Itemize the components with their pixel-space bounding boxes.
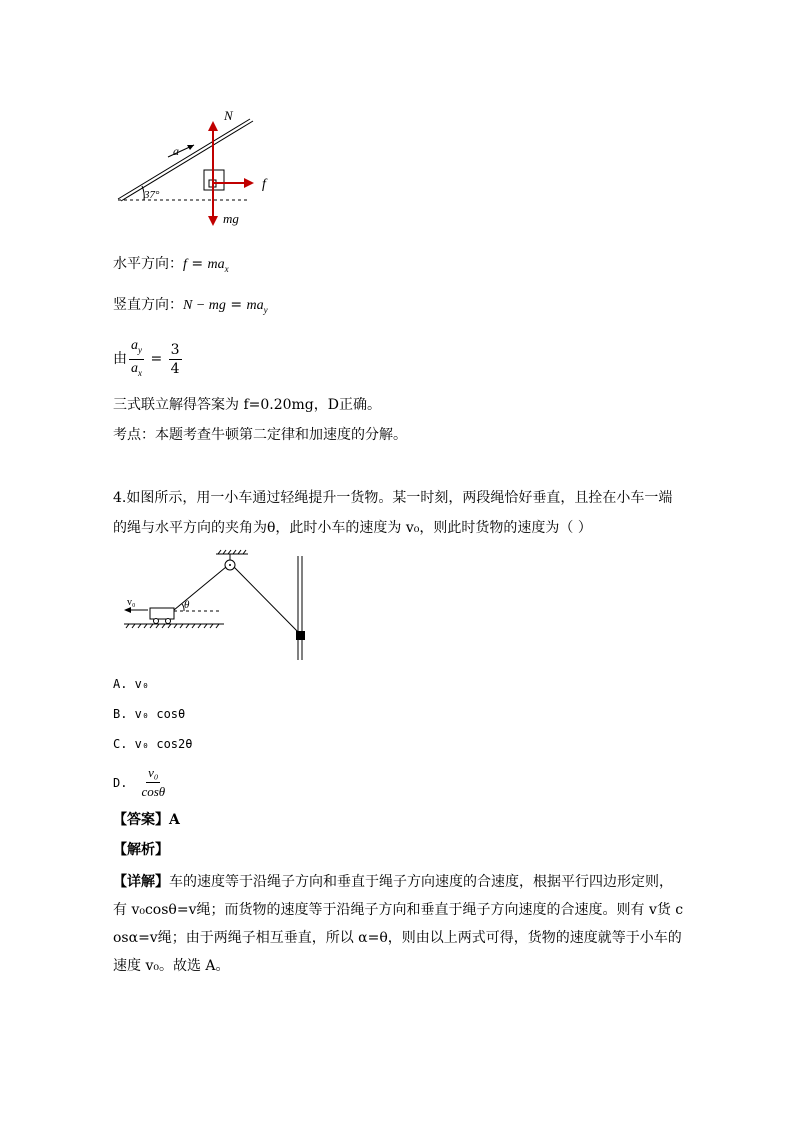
ratio-right-den: 4: [170, 360, 180, 377]
normal-force-arrowhead: [208, 121, 218, 131]
equation-horizontal-lhs: f: [183, 257, 187, 272]
ratio-fraction-right: [169, 341, 182, 378]
equation-horizontal-label: 水平方向：: [113, 256, 183, 272]
rope-to-cart: [174, 567, 226, 610]
option-a: A. v₀: [113, 677, 150, 691]
normal-force-label: N: [224, 108, 233, 123]
angle-label: 37°: [144, 189, 160, 201]
ratio-fraction-left: [129, 337, 144, 382]
velocity-label: v₀: [127, 597, 136, 608]
cargo-block: [296, 631, 305, 640]
equation-vertical: [113, 295, 268, 320]
pulley-cart-diagram: [118, 548, 318, 666]
equation-vertical-sub: y: [263, 304, 268, 315]
ratio-den-sub: x: [138, 367, 142, 378]
cart-wheel-right: [166, 619, 171, 624]
equation-vertical-eq: =: [225, 297, 247, 313]
equation-vertical-lhs: N − mg: [183, 298, 226, 313]
conclusion-text: 三式联立解得答案为 f=0.20mg，D正确。: [113, 397, 381, 413]
ratio-den: a: [131, 360, 138, 376]
equation-ratio-label: 由: [113, 351, 127, 368]
equation-vertical-rhs: ma: [246, 298, 264, 313]
equation-ratio: [113, 337, 184, 382]
option-d-fraction: [139, 764, 167, 801]
detail-text: 车的速度等于沿绳子方向和垂直于绳子方向速度的合速度，根据平行四边形定则，有 v₀cosθ=v绳；而货物的速度等于沿绳子方向和垂直于绳子方向速度的合速度。则有 v货 cosα=v绳；由于两绳子相互垂直，所以 α=θ，则由以上两式可得，货物的速度就等于小车的速度 v₀。故选 A。: [113, 874, 684, 974]
option-d: [113, 764, 169, 801]
option-d-num: v₀: [146, 764, 160, 783]
analysis-title: 【解析】: [113, 842, 169, 858]
pulley-axle: [229, 564, 231, 566]
option-d-label: D.: [113, 775, 128, 790]
detail-paragraph: [113, 868, 685, 980]
option-b: B. v₀ cosθ: [113, 707, 186, 721]
equation-vertical-label: 竖直方向：: [113, 297, 183, 313]
ground-hatch: [126, 624, 219, 628]
incline-surface-inner: [121, 121, 253, 201]
option-d-den: cosθ: [141, 784, 166, 799]
kaodian-text: 考点：本题考查牛顿第二定律和加速度的分解。: [113, 427, 407, 443]
weight-force-label: mg: [223, 211, 239, 226]
ceiling-hatch: [218, 550, 246, 554]
ratio-right-num: 3: [170, 341, 180, 358]
ratio-eq: =: [146, 351, 167, 368]
incline-force-diagram: [110, 105, 290, 235]
accel-label: a: [173, 144, 179, 158]
question-4-line1: 4.如图所示，用一小车通过轻绳提升一货物。某一时刻，两段绳恰好垂直，且拴在小车一端: [113, 490, 673, 506]
cart-wheel-left: [154, 619, 159, 624]
rope-to-cargo: [234, 567, 300, 634]
answer-text: 【答案】A: [113, 812, 180, 828]
equation-horizontal: [113, 254, 229, 279]
weight-force-arrowhead: [208, 216, 218, 226]
ratio-num-sub: y: [138, 344, 142, 355]
detail-tag: 【详解】: [113, 874, 169, 890]
friction-force-label: f: [262, 177, 266, 192]
equation-horizontal-rhs: ma: [207, 257, 225, 272]
equation-horizontal-sub: x: [224, 263, 229, 274]
ratio-num: a: [131, 338, 138, 353]
equation-horizontal-eq: =: [186, 256, 208, 272]
incline-surface: [118, 119, 250, 199]
friction-force-arrowhead: [244, 178, 254, 188]
question-4-line2: 的绳与水平方向的夹角为θ，此时小车的速度为 v₀，则此时货物的速度为（ ）: [113, 520, 592, 536]
option-c: C. v₀ cos2θ: [113, 737, 193, 751]
cart-body: [150, 608, 174, 619]
theta-label: θ: [184, 599, 190, 611]
